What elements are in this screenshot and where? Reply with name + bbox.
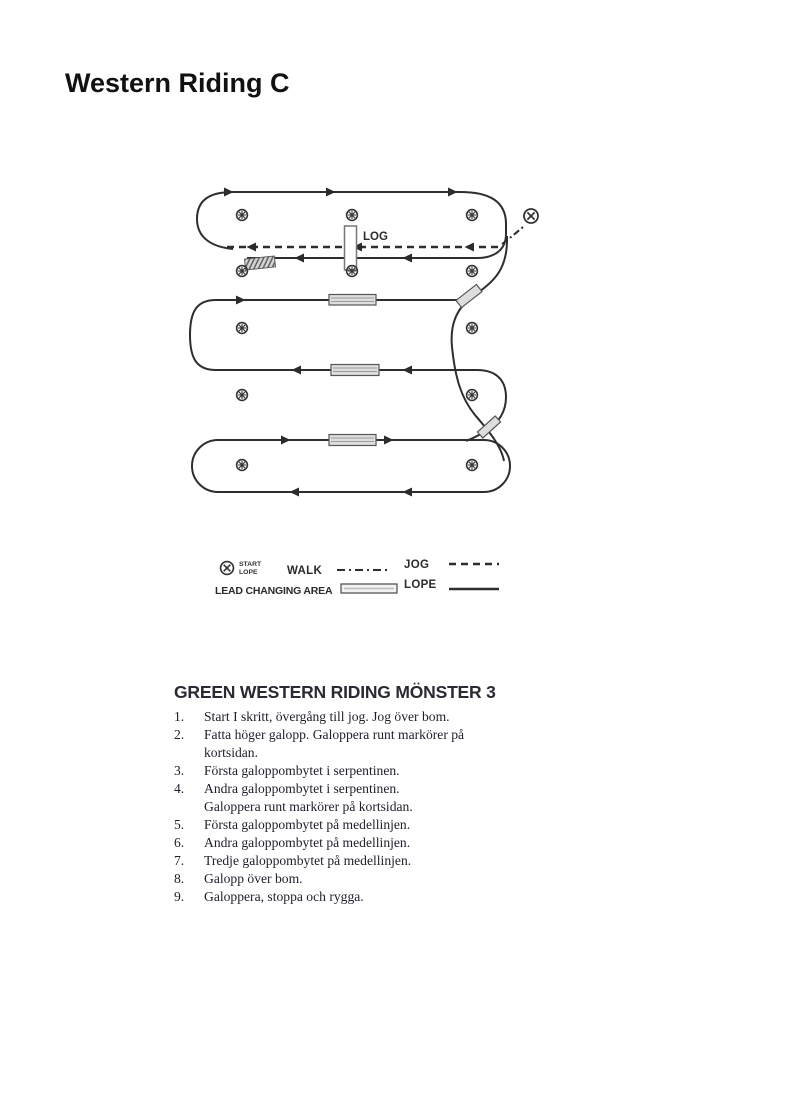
instruction-text [204, 780, 494, 816]
bottom-loop-path [192, 440, 510, 492]
instruction-text-line: kortsidan. [204, 745, 258, 760]
lead-change-area-diagonal [456, 284, 482, 307]
cone-marker-icon [467, 210, 478, 221]
page-title: Western Riding C [65, 68, 290, 98]
instruction-item [174, 816, 494, 834]
arrow-right-icon [236, 296, 246, 305]
cone-marker-icon [467, 266, 478, 277]
log-obstacle [345, 226, 388, 270]
arrow-left-icon [290, 488, 300, 497]
arrow-right-icon [448, 188, 458, 197]
arrow-left-icon [403, 254, 413, 263]
cone-marker-icon [467, 460, 478, 471]
instruction-text: Start I skritt, övergång till jog. Jog över bom. [204, 709, 450, 724]
instruction-number: 2. [174, 727, 185, 742]
instruction-text: Tredje galoppombytet på medellinjen. [204, 853, 412, 868]
cone-marker-icon [467, 390, 478, 401]
legend-start-label-line1: START [239, 561, 262, 568]
cone-marker-icon [237, 390, 248, 401]
instruction-number: 1. [174, 709, 185, 724]
lead-change-area [329, 295, 376, 306]
instruction-item [174, 708, 494, 726]
instruction-text: Första galoppombytet på medellinjen. [204, 817, 411, 832]
cone-marker-icon [237, 323, 248, 334]
log-label: LOG [363, 231, 388, 243]
instruction-number: 8. [174, 871, 185, 886]
instruction-item [174, 762, 494, 780]
lead-change-areas [329, 284, 501, 445]
cone-marker-icon [347, 266, 358, 277]
instruction-item [174, 780, 494, 816]
instruction-number: 6. [174, 835, 185, 850]
cone-marker-icon [347, 210, 358, 221]
arrow-right-icon [326, 188, 336, 197]
pattern-diagram-svg [150, 170, 590, 610]
cone-marker-icon [237, 210, 248, 221]
legend-jog-label: JOG [404, 559, 430, 571]
arrow-right-icon [224, 188, 234, 197]
cone-marker-icon [467, 323, 478, 334]
legend-start-label-line2: LOPE [239, 569, 258, 576]
instruction-text-line: Andra galoppombytet i serpentinen. [204, 781, 400, 796]
instruction-item [174, 870, 494, 888]
instruction-text: Galopp över bom. [204, 871, 303, 886]
legend-start-icon [221, 562, 234, 575]
instruction-number: 5. [174, 817, 185, 832]
lead-change-area [331, 365, 379, 376]
arrow-left-icon [295, 254, 305, 263]
cone-marker-icon [237, 266, 248, 277]
lead-change-area-diagonal [477, 416, 500, 438]
right-serpentine-path [452, 236, 507, 461]
instruction-item [174, 834, 494, 852]
instruction-item [174, 726, 494, 762]
cone-marker-icon [237, 460, 248, 471]
instructions-title: GREEN WESTERN RIDING MÖNSTER 3 [174, 682, 496, 702]
instruction-number: 7. [174, 853, 185, 868]
legend-walk-label: WALK [287, 565, 323, 577]
instructions-section [174, 682, 494, 906]
instruction-number: 9. [174, 889, 185, 904]
lead-change-area [329, 435, 376, 446]
arrow-left-icon [403, 366, 413, 375]
instruction-text-line: Galoppera runt markörer på kortsidan. [204, 799, 413, 814]
instruction-number: 3. [174, 763, 185, 778]
instruction-text [204, 726, 494, 762]
instruction-text-line: Fatta höger galopp. Galoppera runt markörer på [204, 727, 465, 742]
arrow-left-icon [465, 243, 475, 252]
legend [215, 559, 499, 597]
arrow-right-icon [281, 436, 291, 445]
arrow-left-icon [403, 488, 413, 497]
instruction-item [174, 888, 494, 906]
arrow-left-icon [247, 243, 257, 252]
instruction-item [174, 852, 494, 870]
legend-lead-changing-label: LEAD CHANGING AREA [215, 585, 333, 597]
arrow-right-icon [384, 436, 394, 445]
instruction-text: Andra galoppombytet på medellinjen. [204, 835, 411, 850]
legend-lope-label: LOPE [404, 579, 437, 591]
instructions-list [174, 708, 494, 906]
instruction-text: Galoppera, stoppa och rygga. [204, 889, 364, 904]
start-symbol-icon [524, 209, 538, 223]
pattern-diagram [150, 170, 590, 610]
instruction-text: Första galoppombytet i serpentinen. [204, 763, 400, 778]
instruction-number: 4. [174, 781, 185, 796]
arrow-left-icon [292, 366, 302, 375]
